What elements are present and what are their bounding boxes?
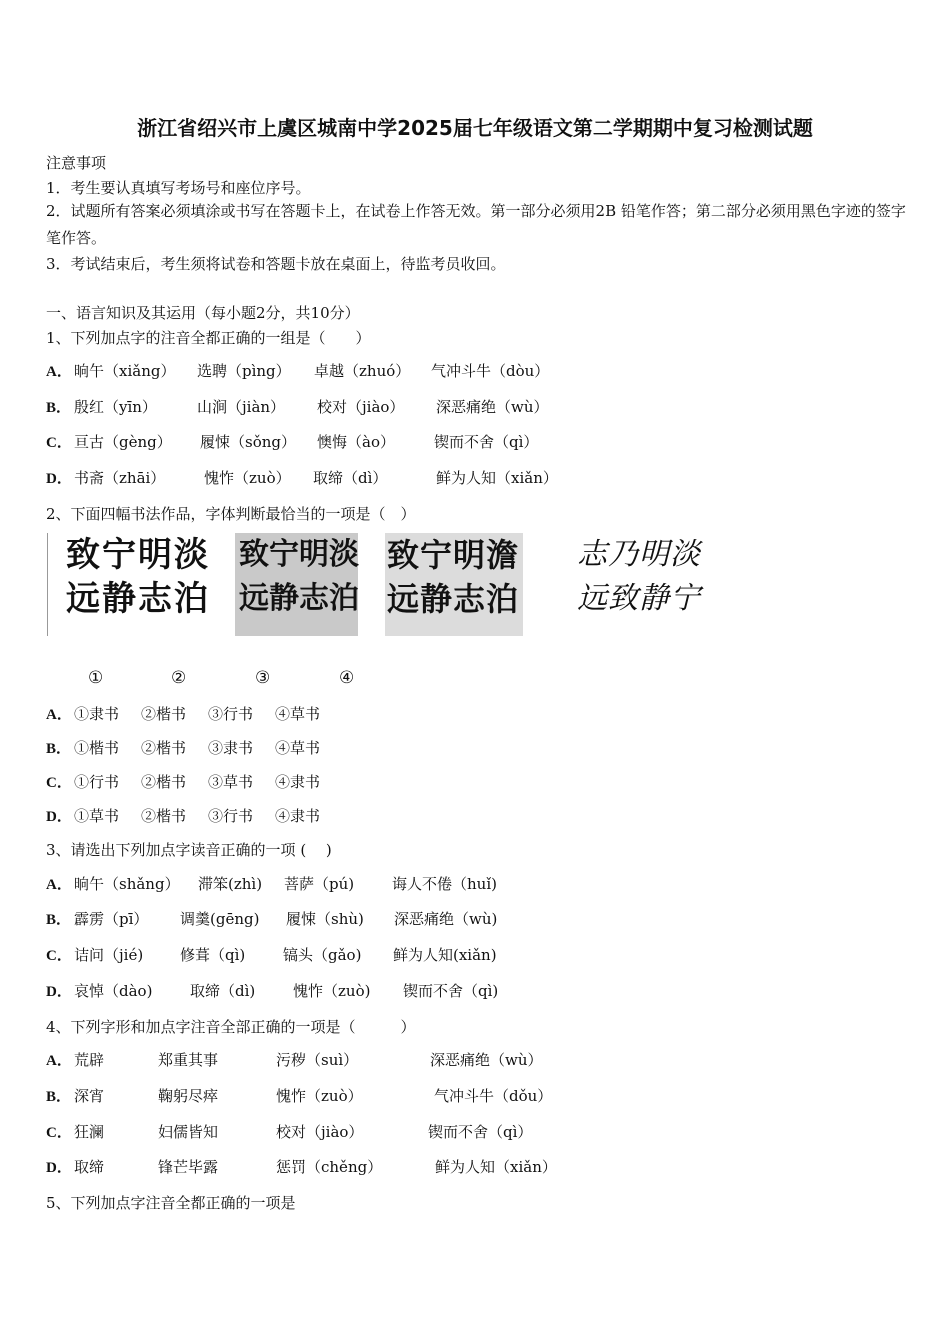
q2-option-d[interactable]: D． ①草书 ②楷书 ③行书 ④隶书 [46,807,321,825]
q4-option-a[interactable]: A． 荒辟 郑重其事 污秽（suì） 深恶痛绝（wù） [46,1051,543,1069]
marker-1: ① [88,668,104,688]
q4-option-b[interactable]: B． 深宵 鞠躬尽瘁 愧怍（zuò） 气冲斗牛（dǒu） [46,1087,553,1105]
calligraphy-3: 致宁明澹 远静志泊 [385,533,523,636]
q1-option-a[interactable]: A． 晌午（xiǎng） 选聘（pìng） 卓越（zhuó） 气冲斗牛（dòu） [46,362,550,380]
q2-option-b[interactable]: B． ①楷书 ②楷书 ③隶书 ④草书 [46,739,321,757]
q3-option-c[interactable]: C． 诘问（jié) 修葺（qì) 镐头（gǎo) 鲜为人知(xiǎn) [46,946,497,964]
q1-option-c[interactable]: C． 亘古（gèng） 履悚（sǒng） 懊悔（ào） 锲而不舍（qì） [46,433,539,451]
marker-3: ③ [255,668,271,688]
q3-stem: 3、请选出下列加点字读音正确的一项 ( ) [46,841,332,859]
q1-stem: 1、下列加点字的注音全都正确的一组是（ ） [46,329,371,347]
q1-option-d[interactable]: D． 书斋（zhāi） 愧怍（zuò） 取缔（dì） 鲜为人知（xiǎn） [46,469,558,487]
notice-item-2: 2．试题所有答案必须填涂或书写在答题卡上，在试卷上作答无效。第一部分必须用2B 铅笔作答；第二部分必须用黑色字迹的签字笔作答。 [46,202,906,247]
calligraphy-4: 志乃明淡 远致静宁 [577,537,701,616]
notice-heading: 注意事项 [46,154,107,172]
marker-2: ② [171,668,187,688]
figure-border [47,533,48,636]
notice-item-1: 1．考生要认真填写考场号和座位序号。 [46,179,311,197]
q4-stem: 4、下列字形和加点字注音全部正确的一项是（ ） [46,1018,416,1036]
page-title: 浙江省绍兴市上虞区城南中学2025届七年级语文第二学期期中复习检测试题 [137,116,813,140]
q3-option-d[interactable]: D． 哀悼（dào) 取缔（dì) 愧怍（zuò) 锲而不舍（qì) [46,982,499,1000]
q5-stem: 5、下列加点字注音全都正确的一项是 [46,1194,296,1212]
q2-stem: 2、下面四幅书法作品，字体判断最恰当的一项是（ ） [46,505,416,523]
marker-4: ④ [339,668,355,688]
section-heading: 一、语言知识及其运用（每小题2分，共10分） [46,304,360,322]
q2-option-a[interactable]: A． ①隶书 ②楷书 ③行书 ④草书 [46,705,321,723]
q1-option-b[interactable]: B． 殷红（yīn） 山涧（jiàn） 校对（jiào） 深恶痛绝（wù） [46,398,549,416]
q4-option-d[interactable]: D． 取缔 锋芒毕露 惩罚（chěng） 鲜为人知（xiǎn） [46,1158,557,1176]
q3-option-b[interactable]: B． 霹雳（pī） 调羹(gēng) 履悚（shù) 深恶痛绝（wù) [46,910,498,928]
q4-option-c[interactable]: C． 狂澜 妇儒皆知 校对（jiào） 锲而不舍（qì） [46,1123,533,1141]
calligraphy-1: 致宁明淡 远静志泊 [66,535,210,619]
q2-option-c[interactable]: C． ①行书 ②楷书 ③草书 ④隶书 [46,773,321,791]
q3-option-a[interactable]: A． 晌午（shǎng） 滞笨(zhì) 菩萨（pú) 诲人不倦（huǐ) [46,875,497,893]
calligraphy-2: 致宁明淡 远静志泊 [235,533,358,636]
notice-item-3: 3．考试结束后，考生须将试卷和答题卡放在桌面上，待监考员收回。 [46,255,506,273]
